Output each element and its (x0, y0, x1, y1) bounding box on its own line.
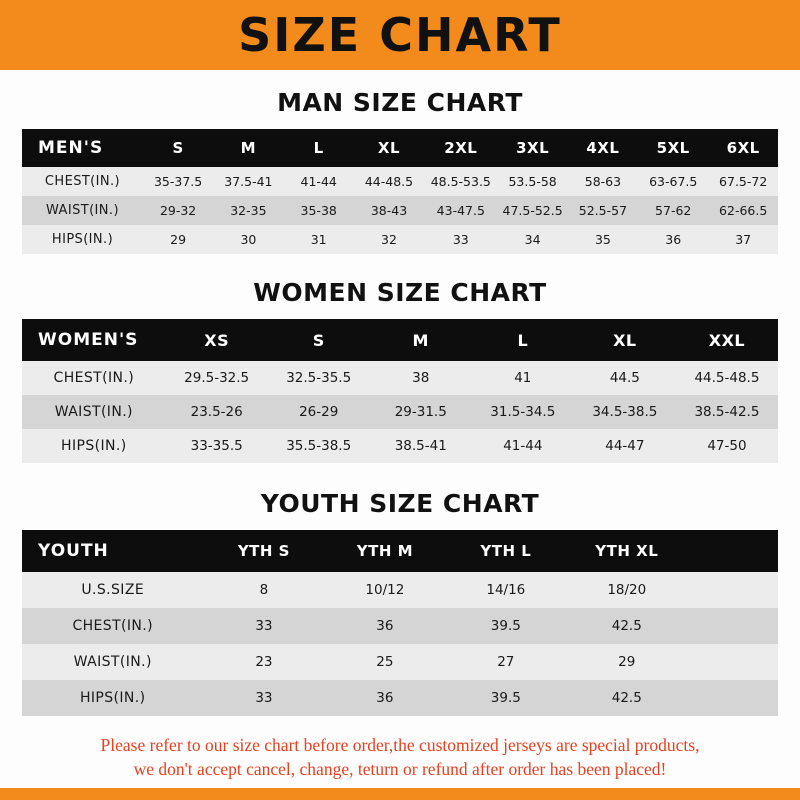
col-header-yth-l: YTH L (480, 542, 532, 560)
cell: 32-35 (230, 203, 267, 218)
cell: 26-29 (299, 404, 339, 420)
cell: 43-47.5 (436, 203, 485, 218)
cell: 38.5-41 (394, 438, 447, 454)
col-header-2xl: 2XL (444, 139, 478, 157)
cell: 44.5 (609, 370, 640, 386)
row-label-hips: HIPS(IN.) (61, 438, 127, 454)
cell: 33 (452, 232, 469, 247)
col-header-l: L (313, 139, 324, 157)
col-header-5xl: 5XL (656, 139, 690, 157)
cell: 33-35.5 (190, 438, 243, 454)
cell: 32.5-35.5 (286, 370, 352, 386)
header-right-accent (791, 0, 800, 70)
cell: 47-50 (707, 438, 747, 454)
notice-line-2: we don't accept cancel, change, teturn or refund after order has been placed! (133, 758, 667, 779)
cell: 57-62 (655, 203, 692, 218)
man-size-table (22, 129, 778, 254)
cell-spacer (687, 680, 778, 716)
table-row (22, 572, 778, 608)
col-header-youth: YOUTH (38, 541, 109, 561)
cell: 47.5-52.5 (502, 203, 563, 218)
page-title: SIZE CHART (238, 8, 562, 62)
notice-line-1: Please refer to our size chart before order,the customized jerseys are special products, (100, 735, 700, 755)
cell: 42.5 (611, 618, 642, 634)
cell: 41 (514, 370, 532, 386)
row-label-waist: WAIST(IN.) (54, 404, 133, 420)
cell: 33 (255, 618, 273, 634)
youth-size-table (22, 530, 778, 716)
cell: 29-31.5 (394, 404, 447, 420)
col-header-3xl: 3XL (516, 139, 550, 157)
table-row (22, 395, 778, 429)
youth-section-title: YOUTH SIZE CHART (260, 489, 540, 518)
table-row (22, 196, 778, 225)
table-row (22, 644, 778, 680)
col-header-womens: WOMEN'S (38, 330, 139, 350)
cell: 10/12 (365, 582, 405, 598)
col-header-xl: XL (613, 330, 637, 350)
cell: 36 (665, 232, 682, 247)
cell-spacer (687, 644, 778, 680)
cell: 35-38 (300, 203, 337, 218)
col-header-yth-m: YTH M (356, 542, 414, 560)
cell: 35.5-38.5 (286, 438, 352, 454)
cell: 48.5-53.5 (430, 174, 491, 189)
cell: 38.5-42.5 (694, 404, 760, 420)
cell: 42.5 (611, 690, 642, 706)
cell: 39.5 (490, 690, 521, 706)
cell: 29 (170, 232, 187, 247)
col-header-xs: XS (204, 330, 230, 350)
cell: 34 (524, 232, 541, 247)
cell: 63-67.5 (649, 174, 698, 189)
table-row (22, 361, 778, 395)
cell: 27 (497, 654, 515, 670)
women-size-table (22, 319, 778, 463)
cell: 31 (310, 232, 327, 247)
cell-spacer (687, 572, 778, 608)
cell: 14/16 (486, 582, 526, 598)
row-label-chest: CHEST(IN.) (72, 618, 153, 634)
cell: 29 (618, 654, 636, 670)
cell: 53.5-58 (508, 174, 557, 189)
cell: 31.5-34.5 (490, 404, 556, 420)
table-header-row (22, 530, 778, 572)
col-header-spacer (687, 530, 778, 572)
col-header-m: M (240, 139, 257, 157)
cell: 38-43 (370, 203, 408, 218)
cell: 32 (381, 232, 397, 247)
chart-content (0, 88, 800, 781)
cell-spacer (687, 608, 778, 644)
header-band (0, 0, 800, 70)
table-row (22, 167, 778, 196)
col-header-l: L (517, 330, 529, 350)
cell: 44-48.5 (364, 174, 414, 189)
cell: 39.5 (490, 618, 521, 634)
row-label-hips: HIPS(IN.) (79, 690, 146, 706)
cell: 58-63 (584, 174, 622, 189)
col-header-yth-s: YTH S (237, 542, 290, 560)
cell: 37.5-41 (224, 174, 273, 189)
cell: 38 (412, 370, 430, 386)
row-label-hips: HIPS(IN.) (51, 232, 114, 247)
footer-band (0, 788, 800, 800)
cell: 29.5-32.5 (184, 370, 250, 386)
row-label-chest: CHEST(IN.) (44, 174, 121, 189)
row-label-us-size: U.S.SIZE (81, 582, 145, 598)
table-row (22, 429, 778, 463)
table-header-row (22, 319, 778, 361)
cell: 34.5-38.5 (592, 404, 658, 420)
col-header-xxl: XXL (708, 330, 746, 350)
col-header-yth-xl: YTH XL (595, 542, 659, 560)
table-header-row (22, 129, 778, 167)
cell: 8 (259, 582, 269, 598)
col-header-s: S (172, 139, 184, 157)
header-left-accent (0, 0, 9, 70)
col-header-6xl: 6XL (726, 139, 760, 157)
row-label-waist: WAIST(IN.) (46, 203, 119, 218)
cell: 67.5-72 (719, 174, 768, 189)
cell: 25 (376, 654, 394, 670)
col-header-4xl: 4XL (586, 139, 620, 157)
cell: 18/20 (607, 582, 647, 598)
col-header-s: S (312, 330, 325, 350)
cell: 23.5-26 (190, 404, 243, 420)
cell: 41-44 (300, 174, 337, 189)
cell: 44-47 (605, 438, 645, 454)
cell: 41-44 (503, 438, 543, 454)
cell: 37 (735, 232, 752, 247)
cell: 23 (255, 654, 273, 670)
order-notice (22, 734, 778, 781)
row-label-waist: WAIST(IN.) (73, 654, 152, 670)
man-section-title: MAN SIZE CHART (277, 88, 523, 117)
cell: 52.5-57 (578, 203, 628, 218)
cell: 33 (255, 690, 273, 706)
cell: 35-37.5 (153, 174, 203, 189)
table-row (22, 680, 778, 716)
table-row (22, 608, 778, 644)
col-header-xl: XL (377, 139, 401, 157)
table-row (22, 225, 778, 254)
col-header-mens: MEN'S (38, 138, 104, 158)
cell: 36 (376, 690, 394, 706)
cell: 62-66.5 (719, 203, 768, 218)
cell: 36 (376, 618, 394, 634)
cell: 35 (594, 232, 611, 247)
women-section-title: WOMEN SIZE CHART (253, 278, 547, 307)
cell: 44.5-48.5 (694, 370, 760, 386)
col-header-m: M (412, 330, 429, 350)
cell: 30 (240, 232, 257, 247)
row-label-chest: CHEST(IN.) (53, 370, 135, 386)
cell: 29-32 (159, 203, 197, 218)
